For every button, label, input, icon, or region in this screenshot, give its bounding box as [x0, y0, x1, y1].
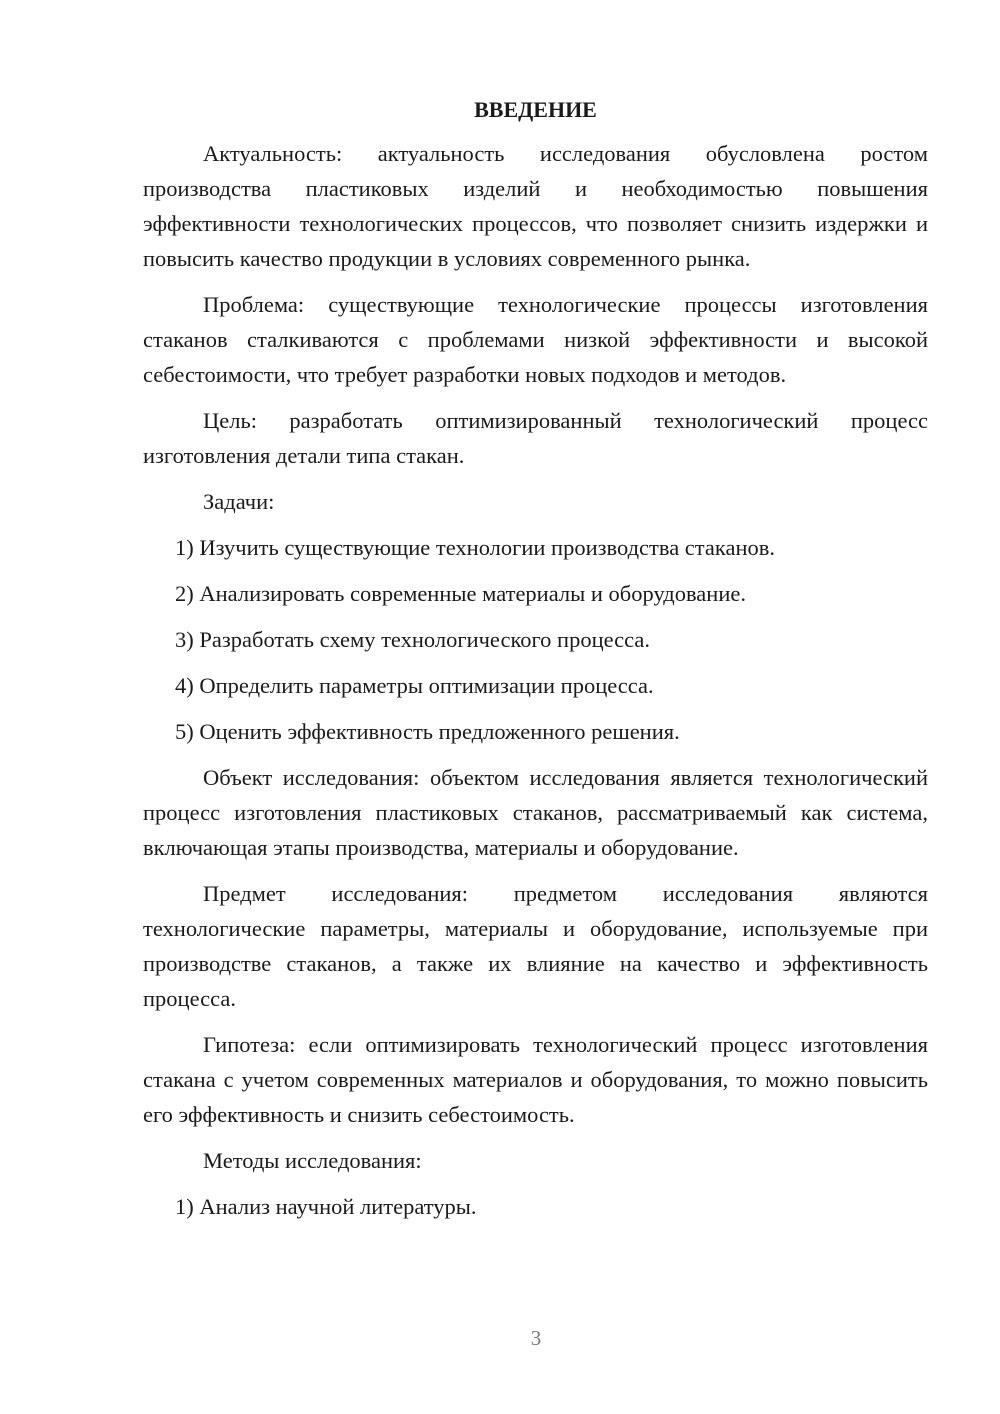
tasks-heading: Задачи:: [203, 489, 275, 514]
relevance-paragraph: Актуальность: актуальность исследования обусловлена ростом производства пластиковых изделий и необходимостью повышения эффективности технологических процессов, что позволяет снизить издержки и повысить качество продукции в условиях современного рынка.: [143, 141, 928, 271]
task-item: 4) Определить параметры оптимизации процесса.: [175, 673, 654, 698]
task-item: 3) Разработать схему технологического процесса.: [175, 627, 651, 652]
task-item: 2) Анализировать современные материалы и оборудование.: [175, 581, 746, 606]
subject-paragraph: Предмет исследования: предметом исследования являются технологические параметры, материалы и оборудование, используемые при производстве стаканов, а также их влияние на качество и эффективность процесса.: [143, 881, 928, 1011]
methods-heading: Методы исследования:: [203, 1148, 422, 1173]
method-item: 1) Анализ научной литературы.: [175, 1194, 477, 1219]
object-paragraph: Объект исследования: объектом исследования является технологический процесс изготовления пластиковых стаканов, рассматриваемый как система, включающая этапы производства, материалы и оборудование.: [143, 765, 928, 860]
page-title: ВВЕДЕНИЕ: [474, 97, 597, 122]
goal-paragraph: Цель: разработать оптимизированный технологический процесс изготовления детали типа стакан.: [143, 408, 928, 468]
document-page: [143, 95, 928, 1235]
task-item: 1) Изучить существующие технологии производства стаканов.: [175, 535, 776, 560]
page-number: 3: [530, 1326, 542, 1350]
problem-paragraph: Проблема: существующие технологические процессы изготовления стаканов сталкиваются с проблемами низкой эффективности и высокой себестоимости, что требует разработки новых подходов и методов.: [143, 292, 928, 387]
task-item: 5) Оценить эффективность предложенного решения.: [175, 719, 680, 744]
hypothesis-paragraph: Гипотеза: если оптимизировать технологический процесс изготовления стакана с учетом современных материалов и оборудования, то можно повысить его эффективность и снизить себестоимость.: [143, 1032, 928, 1127]
